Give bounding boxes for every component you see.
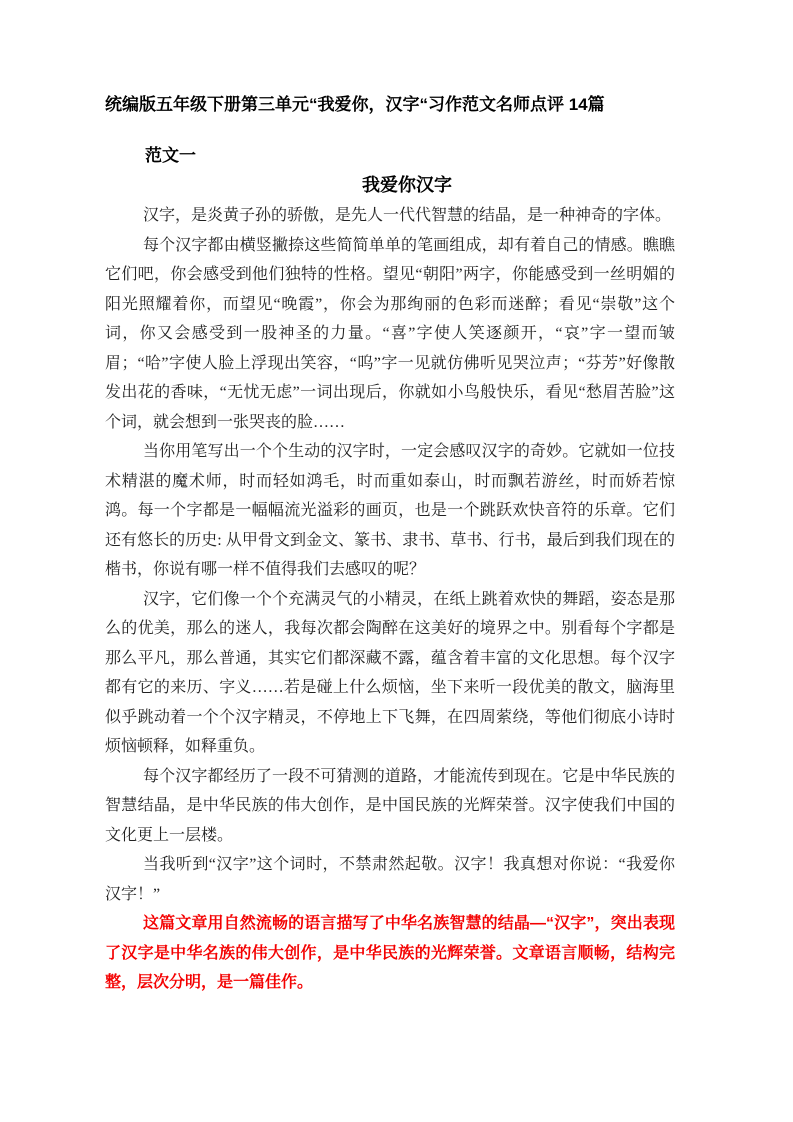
- essay-paragraph: 汉字，是炎黄子孙的骄傲，是先人一代代智慧的结晶，是一种神奇的字体。: [143, 207, 672, 224]
- essay-paragraph: 汉字，它们像一个个充满灵气的小精灵，在纸上跳着欢快的舞蹈，姿态是那么的优美，那么的迷人，我每次都会陶醉在这美好的境界之中。别看每个字都是那么平凡，那么普通，其实它们都深藏不露，蕴含着丰富的文化思想。每个汉字都有它的来历、字义……若是碰上什么烦恼，坐下来听一段优美的散文，脑海里似乎跳动着一个个汉字精灵，不停地上下飞舞，在四周萦绕，等他们彻底小诗时烦恼顿释，如释重负。: [105, 590, 675, 755]
- essay-paragraph: 每个汉字都由横竖撇捺这些简简单单的笔画组成，却有着自己的情感。瞧瞧它们吧，你会感受到他们独特的性格。望见“朝阳”两字，你能感受到一丝明媚的阳光照耀着你，而望见“晚霞”，你会为那绚丽的色彩而迷醉；看见“崇敬”这个词，你又会感受到一股神圣的力量。“喜”字使人笑逐颜开，“哀”字一望而皱眉；“哈”字使人脸上浮现出笑容，“呜”字一见就仿佛听见哭泣声；“芬芳”好像散发出花的香味，“无忧无虑”一词出现后，你就如小鸟般快乐，看见“愁眉苦脸”这个词，就会想到一张哭丧的脸……: [105, 236, 675, 431]
- essay-paragraph: 每个汉字都经历了一段不可猜测的道路，才能流传到现在。它是中华民族的智慧结晶，是中华民族的伟大创作，是中国民族的光辉荣誉。汉字使我们中国的文化更上一层楼。: [105, 767, 675, 844]
- essay-paragraph: 当你用笔写出一个个生动的汉字时，一定会感叹汉字的奇妙。它就如一位技术精湛的魔术师，时而轻如鸿毛，时而重如泰山，时而飘若游丝，时而娇若惊鸿。每一个字都是一幅幅流光溢彩的画页，也是一个跳跃欢快音符的乐章。它们还有悠长的历史: 从甲骨文到金文、篆书、隶书、草书、行书，最后到我们现在的楷书，你说有哪一样不值得我们去感叹的呢？: [105, 443, 675, 578]
- teacher-comment: 这篇文章用自然流畅的语言描写了中华名族智慧的结晶—“汉字”，突出表现了汉字是中华名族的伟大创作，是中华民族的光辉荣誉。文章语言顺畅，结构完整，层次分明，是一篇佳作。: [105, 915, 675, 991]
- essay-body: [105, 201, 675, 998]
- essay-paragraph: 当我听到“汉字”这个词时，不禁肃然起敬。汉字！我真想对你说：“我爱你汉字！”: [105, 856, 675, 903]
- essay-title: 我爱你汉字: [362, 175, 452, 195]
- document-title: 统编版五年级下册第三单元“我爱你，汉字“习作范文名师点评 14篇: [105, 95, 605, 114]
- section-label: 范文一: [145, 146, 196, 165]
